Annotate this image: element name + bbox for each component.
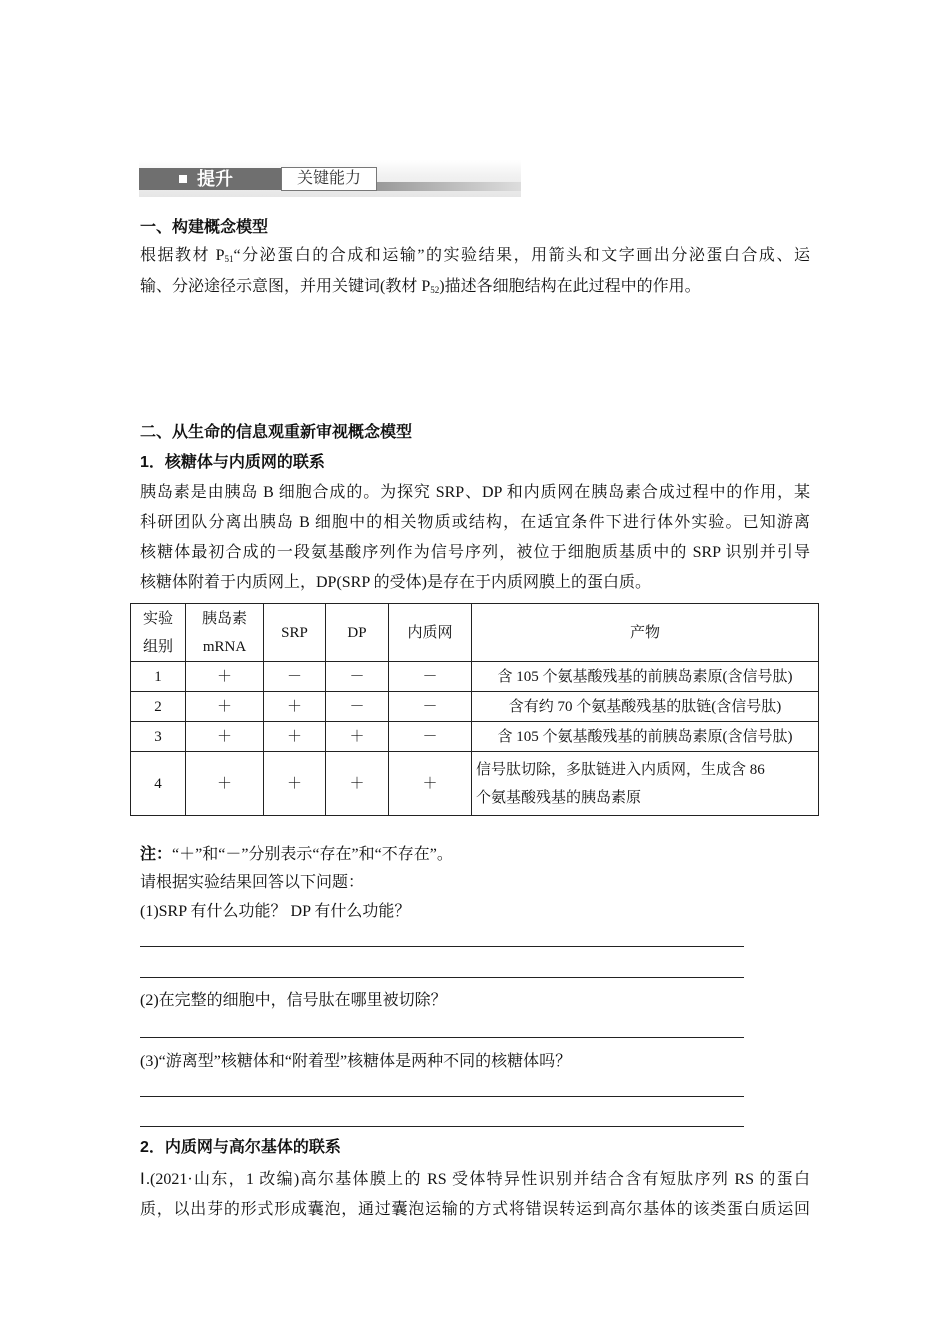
header-cell: 产物 [472, 604, 819, 662]
table-header-row [131, 604, 819, 662]
heading-2: 二、从生命的信息观重新审视概念模型 [140, 424, 413, 441]
table-row [131, 662, 819, 692]
table-cell: 含有约 70 个氨基酸残基的肽链(含信号肽) [472, 692, 819, 722]
answer-line[interactable] [140, 1126, 744, 1127]
table-cell: 含 105 个氨基酸残基的前胰岛素原(含信号肽) [472, 722, 819, 752]
table-cell: ＋ [186, 722, 264, 752]
banner-left-text: 提升 [197, 169, 233, 189]
answer-line[interactable] [140, 1037, 744, 1038]
table-cell: 4 [131, 752, 186, 816]
table-cell: ＋ [186, 662, 264, 692]
table-cell: 1 [131, 662, 186, 692]
paragraph-line: 输、分泌途径示意图，并用关键词(教材 $P_{52}$)描述各细胞结构在此过程中的作用。 [140, 278, 701, 295]
paragraph-line: 胰岛素是由胰岛 B 细胞合成的。为探究 SRP、DP 和内质网在胰岛素合成过程中的作用，某 [140, 484, 810, 501]
header-cell: DP [326, 604, 389, 662]
answer-line[interactable] [140, 946, 744, 947]
header-cell: SRP [264, 604, 326, 662]
table-cell: － [389, 662, 472, 692]
answer-line[interactable] [140, 1096, 744, 1097]
paragraph-line: 核糖体最初合成的一段氨基酸序列作为信号序列，被位于细胞质基质中的 SRP 识别并引导 [140, 544, 810, 561]
section-banner [139, 160, 521, 197]
heading-1: 一、构建概念模型 [140, 219, 269, 236]
table-cell: ＋ [264, 752, 326, 816]
header-cell: 实验 组别 [131, 604, 186, 662]
table-cell: ＋ [186, 692, 264, 722]
note: 注：“＋”和“－”分别表示“存在”和“不存在”。 [140, 846, 453, 863]
paragraph-line: 科研团队分离出胰岛 B 细胞中的相关物质或结构，在适宜条件下进行体外实验。已知游离 [140, 514, 810, 531]
banner-strip [377, 182, 521, 191]
table-cell: 信号肽切除，多肽链进入内质网，生成含 86 个氨基酸残基的胰岛素原 [472, 752, 819, 816]
banner-label-dark [139, 168, 281, 190]
paragraph-line: 核糖体附着于内质网上，DP(SRP 的受体)是存在于内质网膜上的蛋白质。 [140, 574, 651, 591]
experiment-table [130, 603, 819, 816]
table-cell: － [326, 662, 389, 692]
table-cell: ＋ [186, 752, 264, 816]
table-row [131, 722, 819, 752]
question-2: (2)在完整的细胞中，信号肽在哪里被切除？ [140, 992, 447, 1009]
table-cell: － [264, 662, 326, 692]
table-cell: ＋ [326, 722, 389, 752]
square-icon [179, 175, 187, 183]
banner-label-light: 关键能力 [281, 167, 377, 191]
table-cell: ＋ [264, 722, 326, 752]
header-cell: 胰岛素 mRNA [186, 604, 264, 662]
table-cell: ＋ [389, 752, 472, 816]
subheading-2: 2．内质网与高尔基体的联系 [140, 1139, 341, 1156]
prompt: 请根据实验结果回答以下问题： [140, 874, 365, 891]
table-cell: ＋ [264, 692, 326, 722]
table-cell: 2 [131, 692, 186, 722]
table-cell: ＋ [326, 752, 389, 816]
table-cell: － [389, 722, 472, 752]
subheading-1: 1．核糖体与内质网的联系 [140, 454, 325, 471]
table-row [131, 752, 819, 816]
table-cell: － [389, 692, 472, 722]
table-cell: － [326, 692, 389, 722]
answer-line[interactable] [140, 977, 744, 978]
paragraph-line: 质，以出芽的形式形成囊泡，通过囊泡运输的方式将错误转运到高尔基体的该类蛋白质运回 [140, 1201, 810, 1218]
header-cell: 内质网 [389, 604, 472, 662]
table-row [131, 692, 819, 722]
paragraph-line: Ⅰ.(2021·山东，1 改编)高尔基体膜上的 RS 受体特异性识别并结合含有短肽序列 RS 的蛋白 [140, 1171, 810, 1188]
paragraph-line: 根据教材 $P_{51}“$分泌蛋白的合成和运输”的实验结果，用箭头和文字画出分泌蛋白合成、运 [140, 247, 810, 264]
question-1: (1)SRP 有什么功能？ DP 有什么功能？ [140, 903, 411, 920]
question-3: (3)“游离型”核糖体和“附着型”核糖体是两种不同的核糖体吗？ [140, 1053, 572, 1070]
table-cell: 3 [131, 722, 186, 752]
table-cell: 含 105 个氨基酸残基的前胰岛素原(含信号肽) [472, 662, 819, 692]
